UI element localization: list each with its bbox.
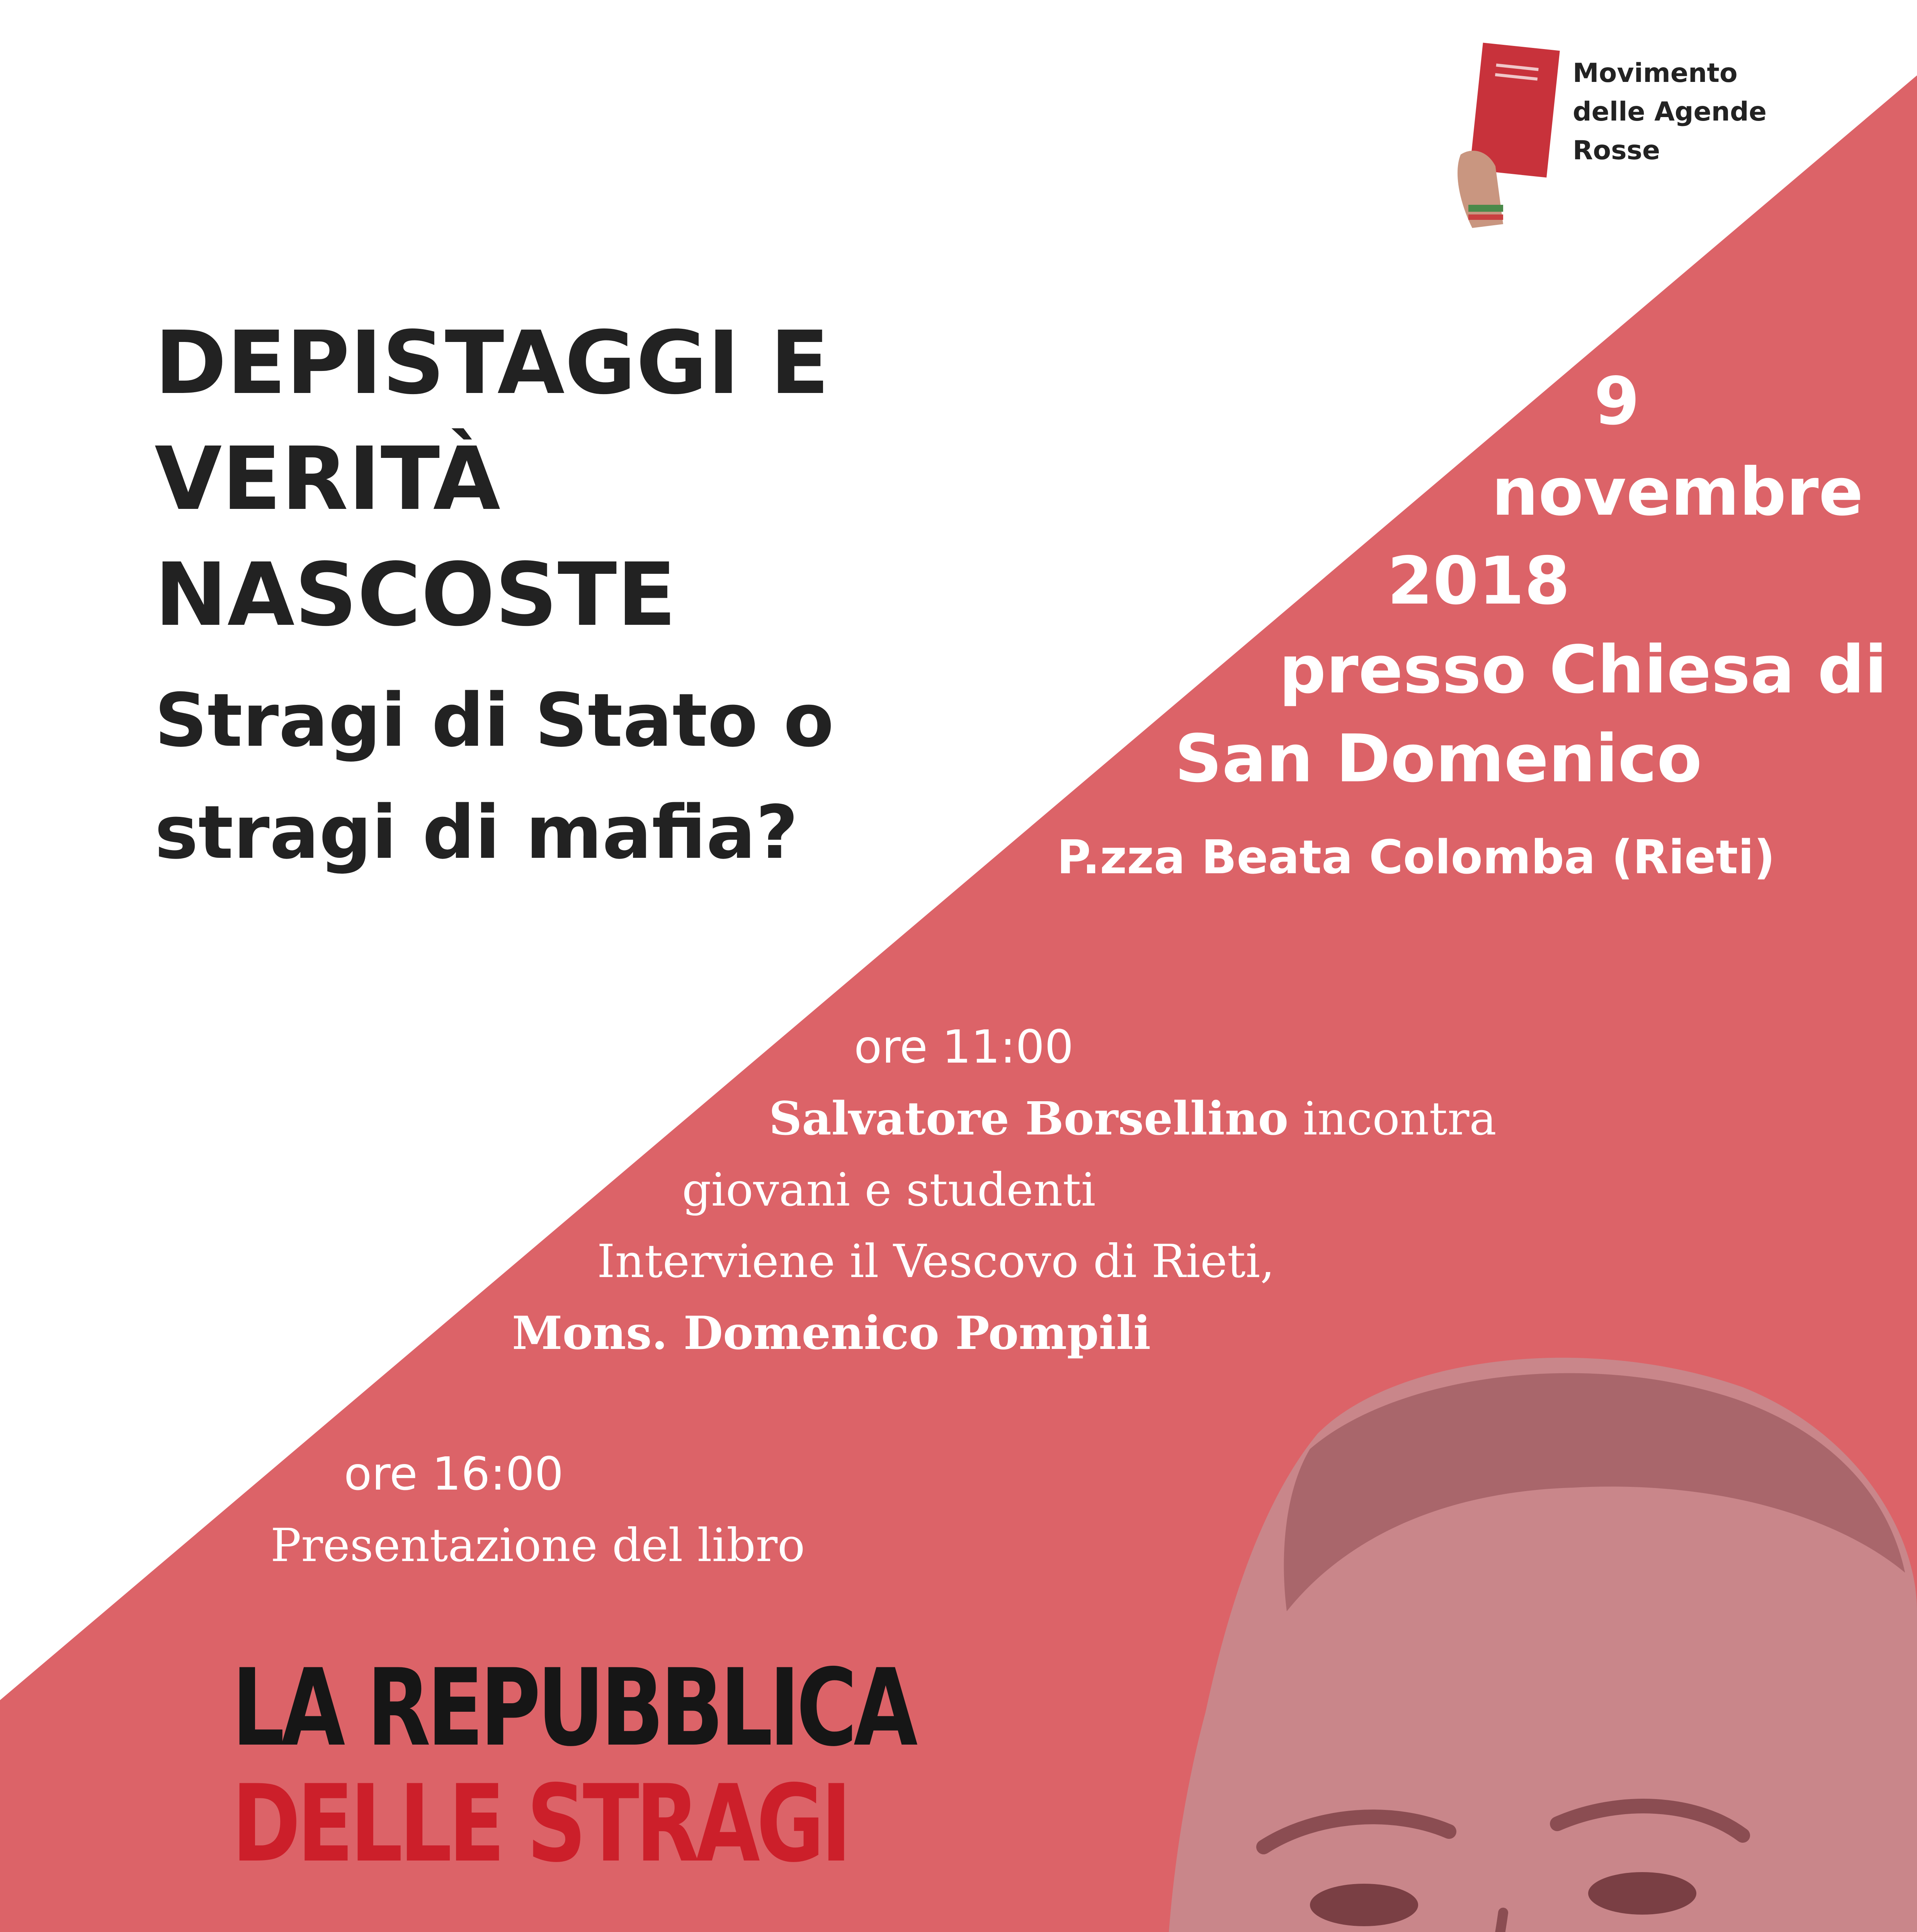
- morning-line-3: Interviene il Vescovo di Rieti,: [597, 1235, 1275, 1288]
- organizer-name: [1573, 54, 1767, 170]
- book-title-line-2: DELLE STRAGI: [232, 1762, 848, 1886]
- venue-address: P.zza Beata Colomba (Rieti): [1057, 831, 1775, 884]
- morning-time: ore 11:00: [854, 1020, 1074, 1073]
- organizer-name-line: Rosse: [1573, 135, 1660, 166]
- event-title-line: VERITÀ: [155, 429, 500, 530]
- red-agenda-book-icon: [1445, 43, 1561, 236]
- morning-speaker: Salvatore Borsellino: [769, 1092, 1289, 1145]
- event-subtitle: [155, 665, 834, 889]
- organizer-name-line: delle Agende: [1573, 97, 1767, 127]
- morning-speaker-suffix: incontra: [1288, 1092, 1497, 1145]
- event-day: 9: [1594, 363, 1640, 440]
- afternoon-description: Presentazione del libro: [270, 1519, 805, 1572]
- event-title: [155, 305, 829, 653]
- event-title-line: NASCOSTE: [155, 544, 677, 646]
- book-title-line-1: LA REPUBBLICA: [232, 1646, 914, 1770]
- portrait-photo: [1101, 1333, 1917, 1932]
- book-title: [232, 1646, 914, 1886]
- morning-speaker-line: [769, 1092, 1497, 1145]
- afternoon-time: ore 16:00: [344, 1447, 564, 1500]
- event-month: novembre: [1492, 454, 1863, 531]
- event-subtitle-line: stragi di mafia?: [155, 790, 798, 875]
- venue-line-2: San Domenico: [1175, 721, 1702, 797]
- event-title-line: DEPISTAGGI E: [155, 313, 830, 414]
- event-subtitle-line: Stragi di Stato o: [155, 678, 834, 763]
- venue-line-1: presso Chiesa di: [1279, 632, 1887, 708]
- event-year: 2018: [1387, 543, 1570, 619]
- morning-guest-name: Mons. Domenico Pompili: [512, 1306, 1151, 1360]
- morning-line-2: giovani e studenti: [682, 1163, 1096, 1216]
- organizer-name-line: Movimento: [1573, 58, 1738, 88]
- morning-guest: [512, 1306, 1151, 1360]
